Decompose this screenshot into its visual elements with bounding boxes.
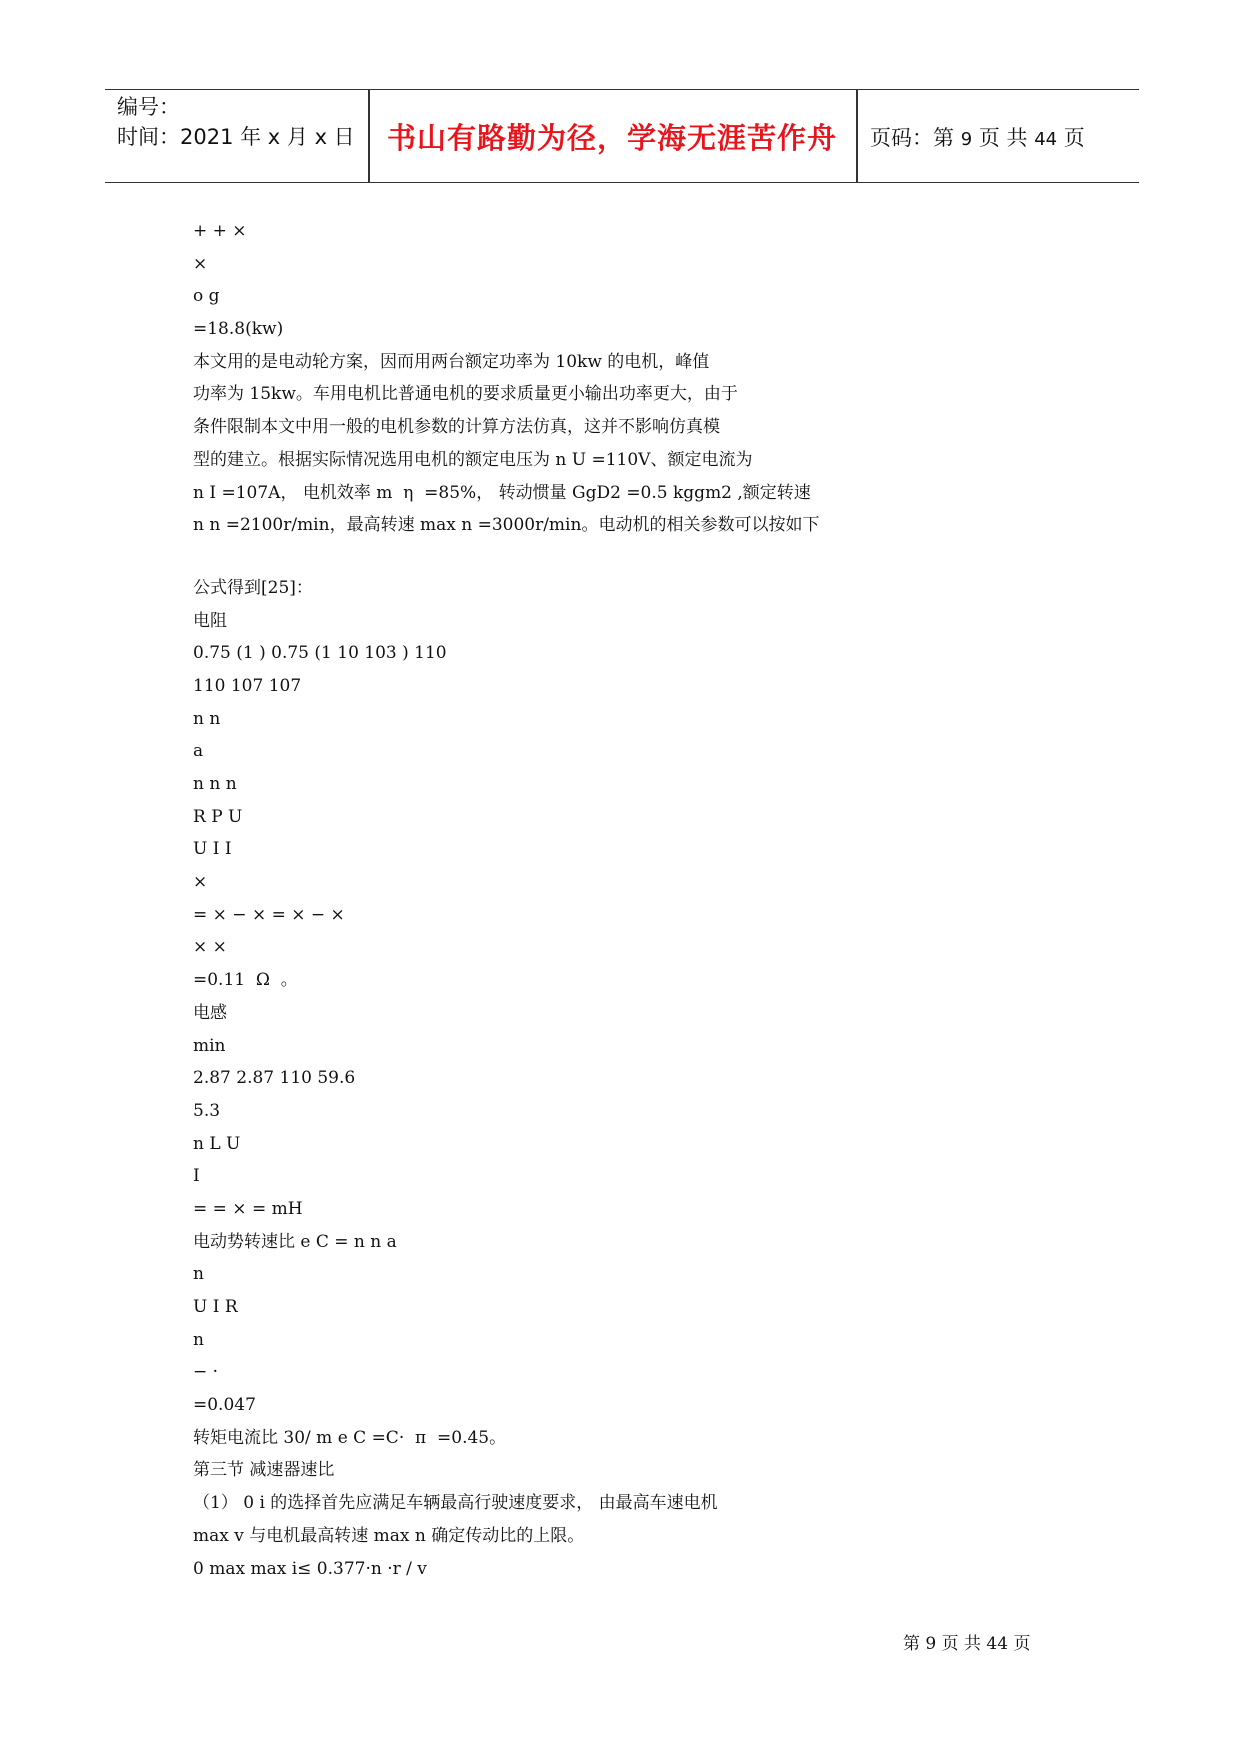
text-line: 功率为 15kw。车用电机比普通电机的要求质量更小输出功率更大，由于: [193, 384, 738, 405]
time-label: 时间：2021 年 x 月 x 日: [117, 125, 355, 149]
page-footer: 第 9 页 共 44 页: [903, 1634, 1031, 1654]
text-line: 第三节 减速器速比: [193, 1460, 335, 1481]
document-body: [193, 215, 1093, 1585]
text-line: 0 max max i≤ 0.377·n ·r / v: [193, 1558, 427, 1579]
text-line: 电动势转速比 e C = n n a: [193, 1231, 397, 1252]
text-line: min: [193, 1035, 226, 1056]
header-page-info: [870, 122, 1085, 152]
text-line: = × − × = × − ×: [193, 904, 345, 925]
page-suffix: 页: [1063, 126, 1085, 150]
text-line: =0.047: [193, 1395, 256, 1416]
text-line: + + ×: [193, 221, 247, 241]
text-line: （1） 0 i 的选择首先应满足车辆最高行驶速度要求， 由最高车速电机: [193, 1493, 718, 1514]
text-line: 型的建立。根据实际情况选用电机的额定电压为 n U =110V、额定电流为: [193, 449, 753, 470]
text-line: 2.87 2.87 110 59.6: [193, 1068, 356, 1089]
text-line: 条件限制本文中用一般的电机参数的计算方法仿真，这并不影响仿真模: [193, 417, 720, 438]
text-line: − ·: [193, 1362, 219, 1383]
text-line: I: [193, 1166, 200, 1187]
text-line: ×: [193, 253, 208, 274]
header-meta: [117, 92, 355, 152]
text-line: =0.11 Ω 。: [193, 970, 298, 991]
text-line: × ×: [193, 937, 227, 958]
text-line: a: [193, 741, 204, 762]
page-number: 9: [960, 129, 973, 150]
text-line: 电阻: [193, 610, 227, 631]
text-line: 转矩电流比 30/ m e C =C· π =0.45。: [193, 1427, 507, 1448]
text-line: 电感: [193, 1002, 227, 1023]
text-line: 110 107 107: [193, 675, 302, 696]
page-prefix: 页码：第: [870, 126, 954, 150]
text-line: 5.3: [193, 1100, 221, 1121]
paragraph-gap: [193, 542, 1093, 572]
text-line: U I R: [193, 1297, 238, 1317]
text-line: n: [193, 1329, 204, 1350]
page-header: [105, 89, 1139, 183]
text-line: 本文用的是电动轮方案，因而用两台额定功率为 10kw 的电机，峰值: [193, 351, 710, 372]
text-line: R P U: [193, 806, 243, 827]
text-line: max v 与电机最高转速 max n 确定传动比的上限。: [193, 1525, 585, 1546]
text-line: ×: [193, 872, 208, 893]
text-line: n n: [193, 708, 221, 729]
text-line: =18.8(kw): [193, 319, 284, 340]
text-line: 公式得到[25]：: [193, 577, 313, 598]
text-line: n I =107A， 电机效率 m η =85%， 转动惯量 GgD2 =0.5 kggm2 ,额定转速: [193, 482, 811, 503]
text-line: n n n: [193, 774, 237, 794]
number-label: 编号：: [117, 95, 180, 119]
text-line: n: [193, 1264, 204, 1285]
text-block-1: [193, 215, 1093, 542]
text-line: = = × = mH: [193, 1198, 303, 1219]
page-mid: 页 共: [978, 126, 1028, 150]
text-line: n n =2100r/min，最高转速 max n =3000r/min。电动机的相关参数可以按如下: [193, 515, 820, 536]
page-total: 44: [1034, 129, 1058, 150]
text-line: o g: [193, 286, 220, 307]
text-line: U I I: [193, 839, 232, 860]
text-line: n L U: [193, 1133, 241, 1154]
header-divider: [856, 90, 858, 182]
text-block-2: [193, 572, 1093, 1585]
header-motto: 书山有路勤为径，学海无涯苦作舟: [386, 121, 837, 155]
text-line: 0.75 (1 ) 0.75 (1 10 103 ) 110: [193, 643, 447, 664]
